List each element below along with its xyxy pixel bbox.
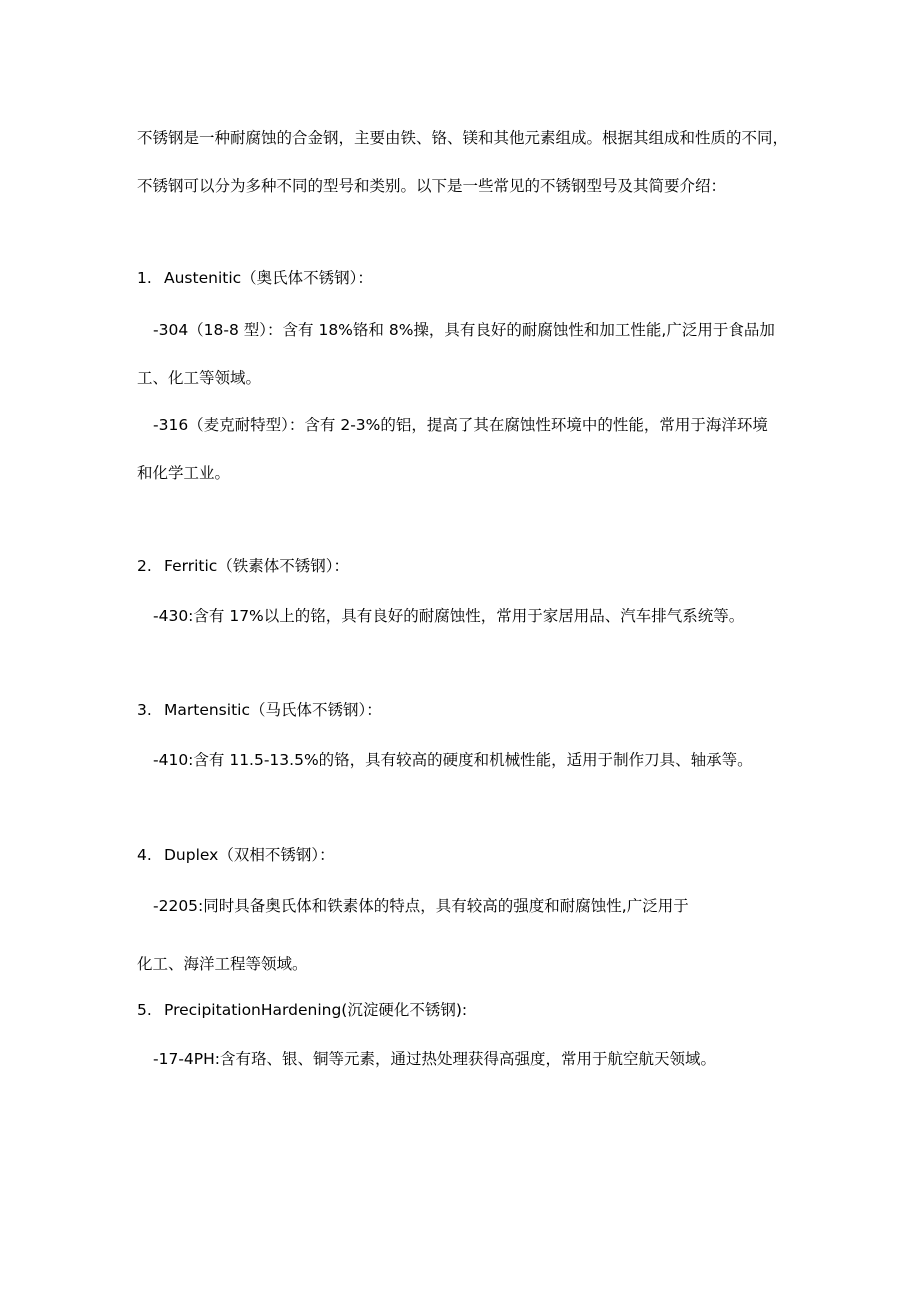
section-heading-ferritic	[137, 556, 349, 576]
item-2205-line-2: 化工、海洋工程等领域。	[137, 955, 308, 973]
section-title: Austenitic（奥氏体不锈钢）：	[164, 269, 373, 287]
item-316-line-2: 和化学工业。	[137, 464, 231, 482]
item-304-line-1: -304（18-8 型）：含有 18%铬和 8%操，具有良好的耐腐蚀性和加工性能,广泛用于食品加	[153, 321, 775, 339]
item-17-4ph-line-1: -17-4PH:含有珞、银、铜等元素，通过热处理获得高强度，常用于航空航天领域。	[153, 1050, 716, 1068]
section-title: Duplex（双相不锈钢）：	[164, 846, 335, 864]
section-number: 1.	[137, 269, 152, 287]
section-heading-martensitic	[137, 700, 382, 720]
section-heading-austenitic	[137, 268, 373, 288]
item-430-line-1: -430:含有 17%以上的铭，具有良好的耐腐蚀性，常用于家居用品、汽车排气系统等。	[153, 607, 745, 625]
item-410-line-1: -410:含有 11.5-13.5%的铬，具有较高的硬度和机械性能，适用于制作刀具、轴承等。	[153, 751, 753, 769]
section-title: Ferritic（铁素体不锈钢）：	[164, 557, 350, 575]
section-heading-duplex	[137, 845, 335, 865]
section-title: PrecipitationHardening(沉淀硬化不锈钢):	[164, 1001, 468, 1019]
section-title: Martensitic（马氏体不锈钢）：	[164, 701, 382, 719]
section-number: 3.	[137, 701, 152, 719]
section-heading-precipitation-hardening	[137, 1000, 467, 1020]
intro-line-1: 不锈钢是一种耐腐蚀的合金钢，主要由铁、铬、镁和其他元素组成。根据其组成和性质的不同，	[137, 129, 789, 147]
intro-line-2: 不锈钢可以分为多种不同的型号和类别。以下是一些常见的不锈钢型号及其简要介绍：	[137, 177, 727, 195]
item-2205-line-1: -2205:同时具备奥氏体和铁素体的特点，具有较高的强度和耐腐蚀性,广泛用于	[153, 897, 689, 915]
section-number: 2.	[137, 557, 152, 575]
item-304-line-2: 工、化工等领域。	[137, 369, 262, 387]
section-number: 5.	[137, 1001, 152, 1019]
item-316-line-1: -316（麦克耐特型）：含有 2-3%的铝，提高了其在腐蚀性环境中的性能，常用于海洋环境	[153, 416, 768, 434]
section-number: 4.	[137, 846, 152, 864]
